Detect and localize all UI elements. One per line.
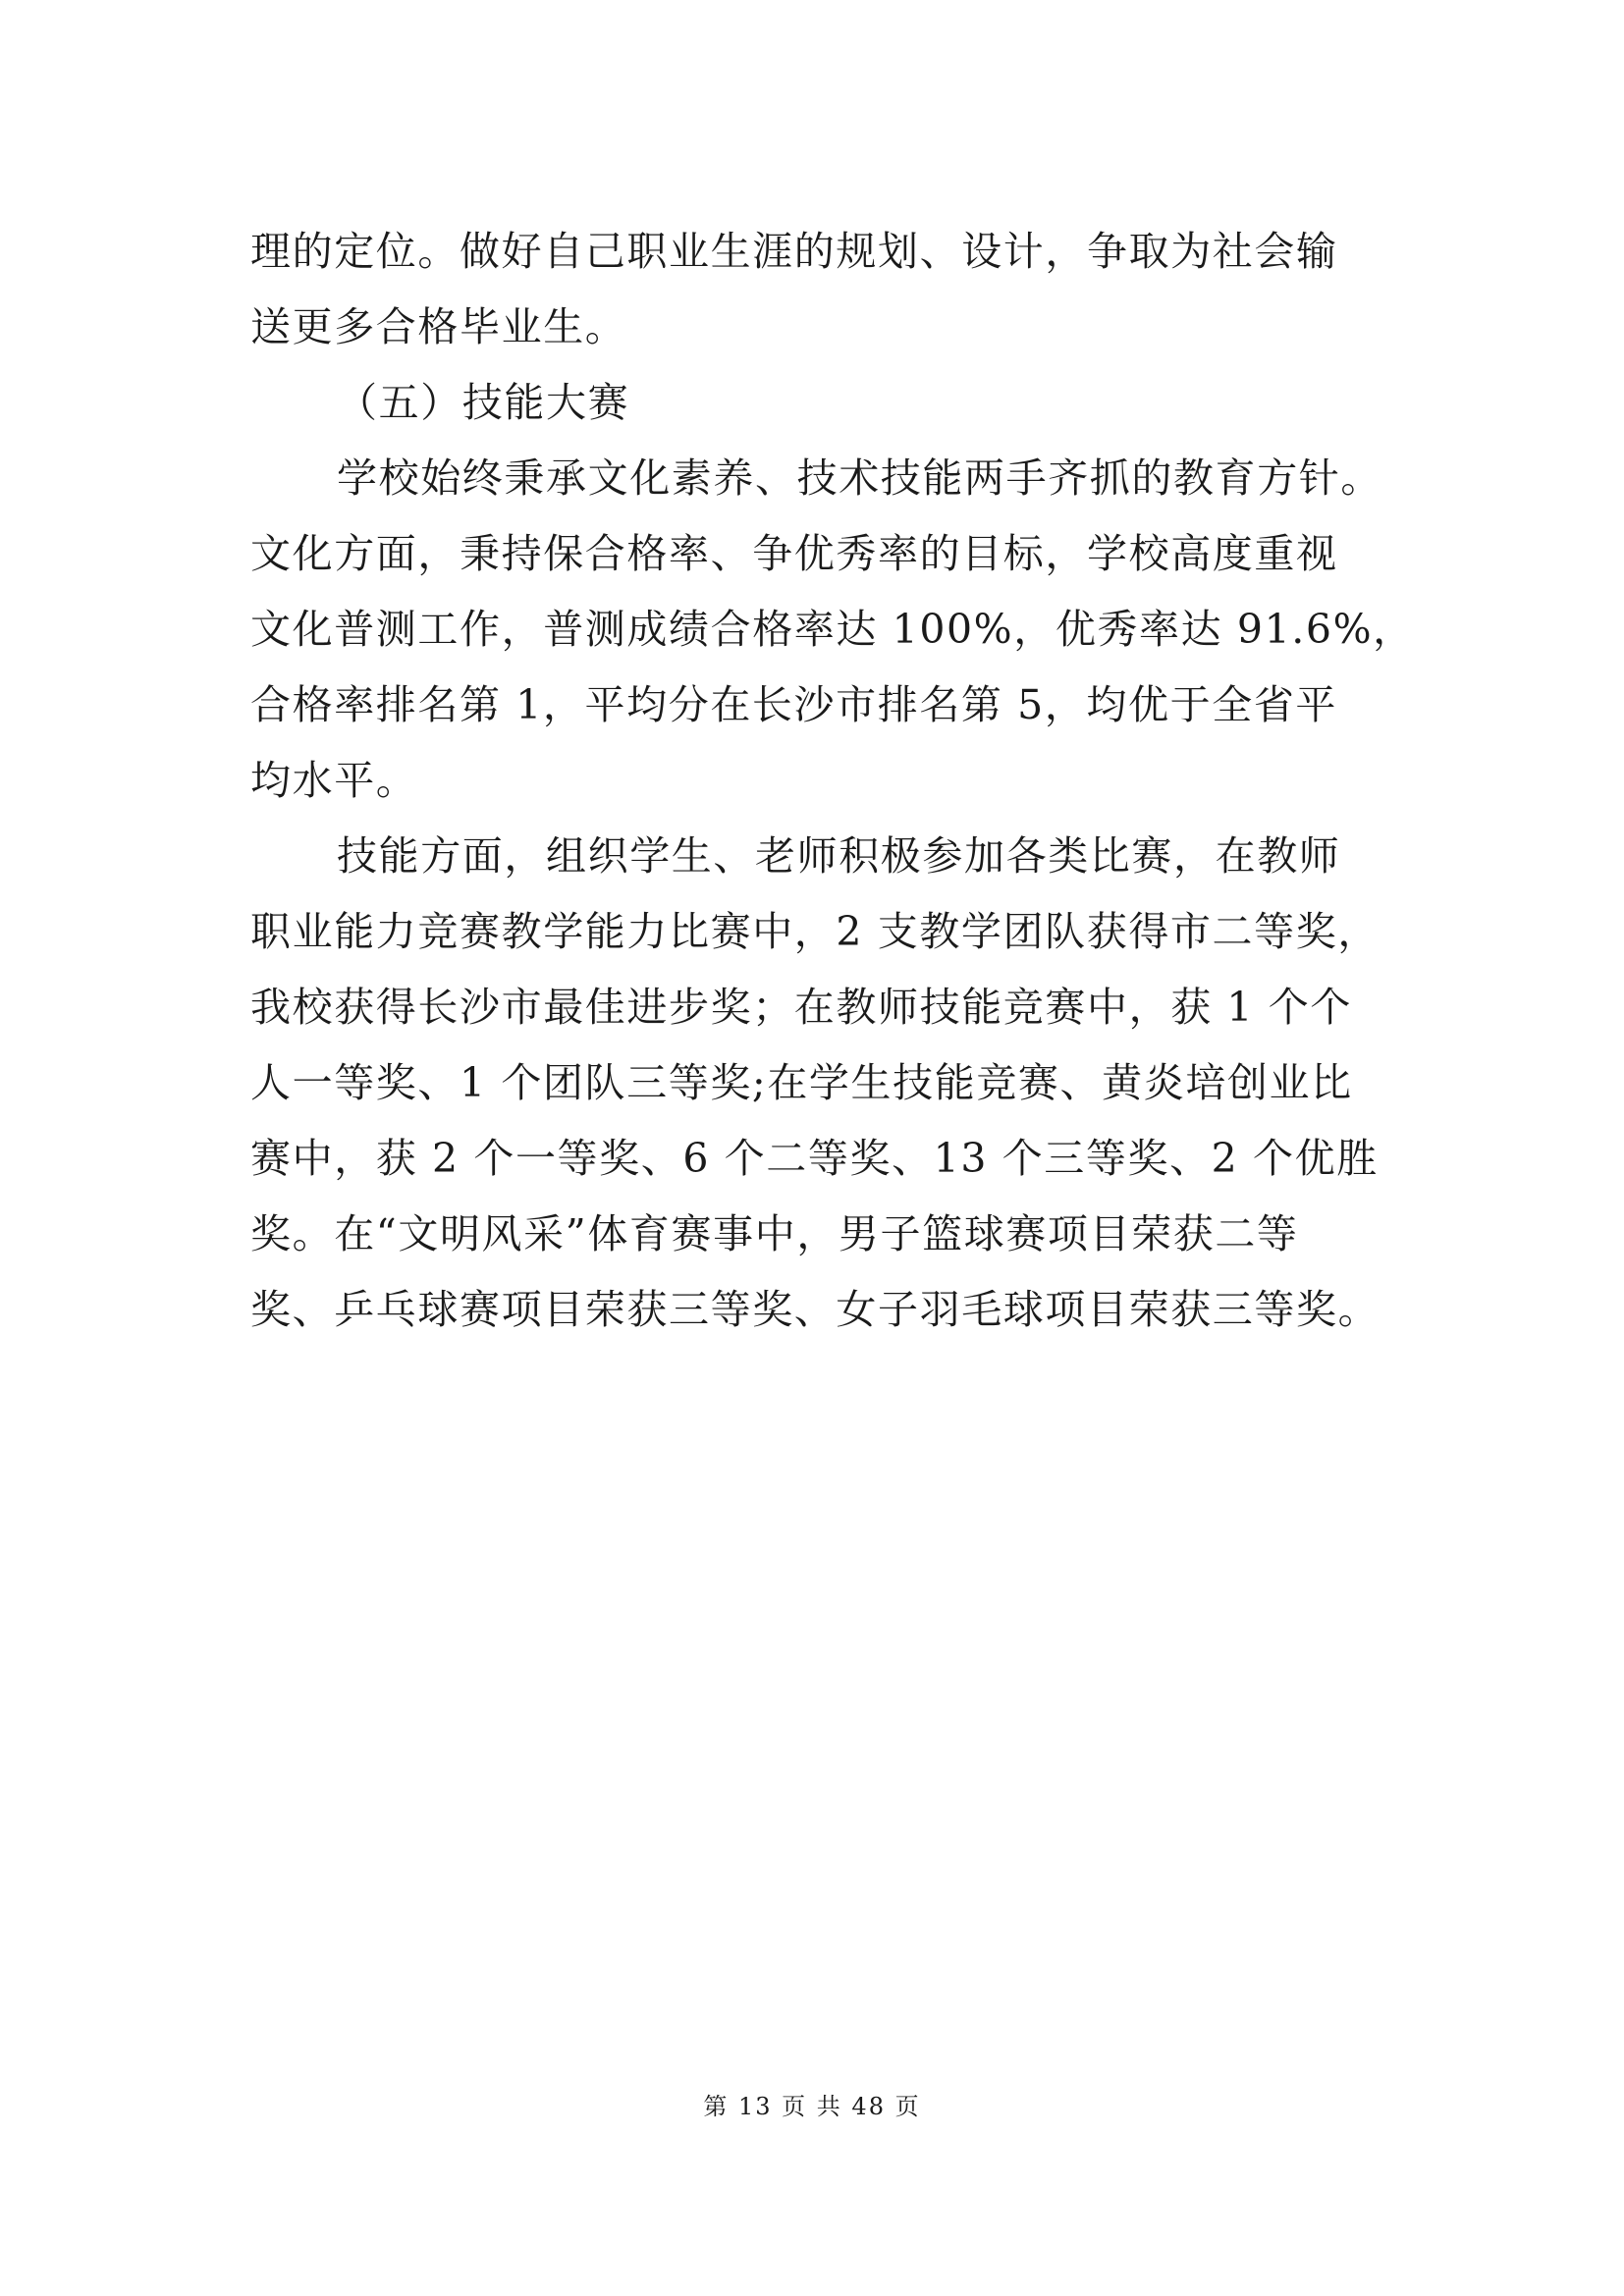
paragraph-line: 技能方面，组织学生、老师积极参加各类比赛，在教师 [337, 832, 1341, 880]
paragraph-line: 学校始终秉承文化素养、技术技能两手齐抓的教育方针。 [337, 454, 1382, 502]
paragraph-line: 均水平。 [250, 757, 418, 804]
paragraph-line: 职业能力竞赛教学能力比赛中，2 支教学团队获得市二等奖， [250, 908, 1380, 955]
paragraph-line: 送更多合格毕业生。 [250, 303, 627, 350]
paragraph-line: 人一等奖、1 个团队三等奖;在学生技能竞赛、黄炎培创业比 [250, 1059, 1353, 1106]
paragraph-line: 理的定位。做好自己职业生涯的规划、设计，争取为社会输 [250, 228, 1338, 275]
paragraph-line: 奖、乒乓球赛项目荣获三等奖、女子羽毛球项目荣获三等奖。 [250, 1286, 1380, 1333]
page-number: 第 13 页 共 48 页 [703, 2093, 921, 2120]
paragraph-line: 文化普测工作，普测成绩合格率达 100%，优秀率达 91.6%， [250, 606, 1415, 653]
paragraph-line: 文化方面，秉持保合格率、争优秀率的目标，学校高度重视 [250, 530, 1338, 577]
paragraph-line: 合格率排名第 1，平均分在长沙市排名第 5，均优于全省平 [250, 681, 1338, 728]
section-heading: （五）技能大赛 [337, 379, 630, 426]
paragraph-line: 我校获得长沙市最佳进步奖；在教师技能竞赛中，获 1 个个 [250, 984, 1352, 1031]
paragraph-line: 赛中，获 2 个一等奖、6 个二等奖、13 个三等奖、2 个优胜 [250, 1135, 1379, 1182]
paragraph-line: 奖。在“文明风采”体育赛事中，男子篮球赛项目荣获二等 [250, 1210, 1299, 1257]
body-text [250, 214, 1415, 1348]
